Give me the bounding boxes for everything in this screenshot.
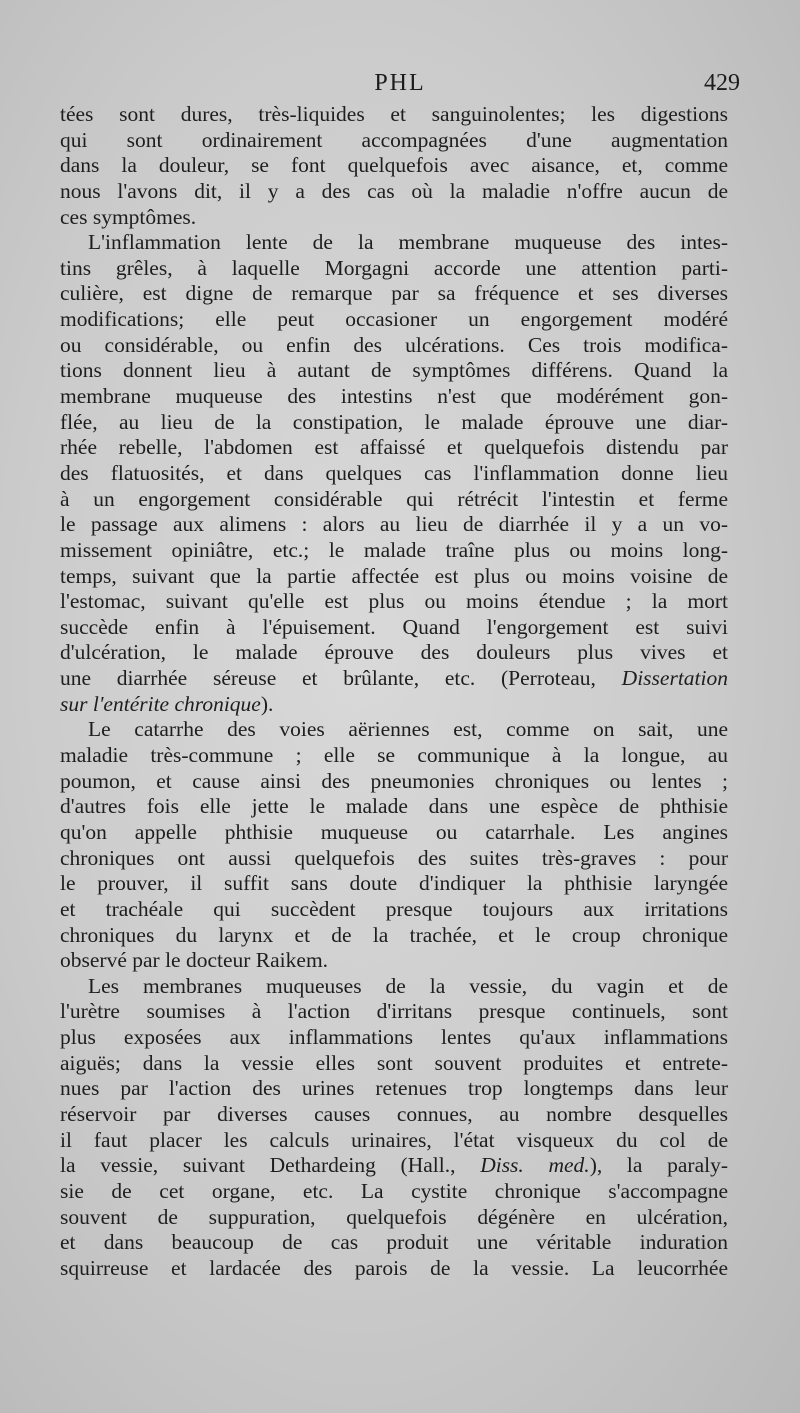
text-line <box>60 871 728 897</box>
text-run: à un engorgement considérable qui rétrécit l'intestin et ferme <box>60 486 728 511</box>
text-line <box>60 589 728 615</box>
text-run: plus exposées aux inflammations lentes qu'aux inflammations <box>60 1025 728 1050</box>
text-run: qu'on appelle phthisie muqueuse ou catarrhale. Les angines <box>60 819 728 844</box>
text-run: l'estomac, suivant qu'elle est plus ou moins étendue ; la mort <box>60 589 728 614</box>
text-run: tins grêles, à laquelle Morgagni accorde une attention parti- <box>60 255 728 280</box>
text-line <box>60 205 728 231</box>
text-run: tées sont dures, très-liquides et sanguinolentes; les digestions <box>60 102 728 126</box>
text-run: membrane muqueuse des intestins n'est que modérément gon- <box>60 384 728 409</box>
text-run: ). <box>260 691 274 716</box>
text-line <box>60 948 728 974</box>
text-line <box>60 435 728 461</box>
text-line <box>60 640 728 666</box>
text-run: nous l'avons dit, il y a des cas où la maladie n'offre aucun de <box>60 178 728 203</box>
text-run: souvent de suppuration, quelquefois dégénère en ulcération, <box>60 1204 728 1229</box>
text-run: Les membranes muqueuses de la vessie, du vagin et de <box>88 973 728 998</box>
text-line <box>60 923 728 949</box>
text-run: modifications; elle peut occasioner un engorgement modéré <box>60 307 728 332</box>
italic-citation: Dissertation <box>621 666 728 691</box>
text-run: tions donnent lieu à autant de symptômes différens. Quand la <box>60 358 728 383</box>
text-line <box>60 1179 728 1205</box>
text-line <box>60 692 728 718</box>
text-run: d'ulcération, le malade éprouve des douleurs plus vives et <box>60 640 728 665</box>
text-run: sie de cet organe, etc. La cystite chronique s'accompagne <box>60 1178 728 1203</box>
text-run: poumon, et cause ainsi des pneumonies chroniques ou lentes ; <box>60 768 728 793</box>
text-line <box>60 1051 728 1077</box>
italic-citation: Diss. med. <box>480 1153 590 1178</box>
text-run: il faut placer les calculs urinaires, l'état visqueux du col de <box>60 1127 728 1152</box>
text-run: aiguës; dans la vessie elles sont souvent produites et entrete- <box>60 1050 728 1075</box>
text-run: ces symptômes. <box>60 204 197 229</box>
text-run: Le catarrhe des voies aëriennes est, comme on sait, une <box>88 717 728 742</box>
text-run: flée, au lieu de la constipation, le malade éprouve une diar- <box>60 409 728 434</box>
text-line <box>60 307 728 333</box>
body-text <box>60 102 728 1281</box>
text-line <box>60 487 728 513</box>
text-line <box>60 1230 728 1256</box>
text-line <box>60 1076 728 1102</box>
text-line <box>60 999 728 1025</box>
text-line <box>60 1205 728 1231</box>
text-line <box>60 615 728 641</box>
page-header <box>60 70 740 106</box>
text-line <box>60 1128 728 1154</box>
text-line <box>60 974 728 1000</box>
text-run: la vessie, suivant Dethardeing (Hall., <box>60 1153 481 1178</box>
text-run: succède enfin à l'épuisement. Quand l'engorgement est suivi <box>60 614 728 639</box>
text-line <box>60 564 728 590</box>
text-line <box>60 153 728 179</box>
text-line <box>60 358 728 384</box>
text-run: temps, suivant que la partie affectée est plus ou moins voisine de <box>60 563 728 588</box>
text-run: ), la paraly- <box>589 1153 728 1178</box>
text-line <box>60 743 728 769</box>
text-line <box>60 461 728 487</box>
text-line <box>60 538 728 564</box>
text-run: une diarrhée séreuse et brûlante, etc. (Perroteau, <box>60 666 622 691</box>
text-line <box>60 820 728 846</box>
text-run: le prouver, il suffit sans doute d'indiquer la phthisie laryngée <box>60 871 728 896</box>
text-run: culière, est digne de remarque par sa fréquence et ses diverses <box>60 281 728 306</box>
running-head: PHL <box>374 70 426 96</box>
text-line <box>60 230 728 256</box>
text-run: chroniques du larynx et de la trachée, et le croup chronique <box>60 922 728 947</box>
text-line <box>60 717 728 743</box>
text-line <box>60 256 728 282</box>
text-line <box>60 102 728 128</box>
text-line <box>60 1102 728 1128</box>
text-line <box>60 1025 728 1051</box>
text-line <box>60 794 728 820</box>
text-line <box>60 410 728 436</box>
text-line <box>60 846 728 872</box>
text-run: le passage aux alimens : alors au lieu de diarrhée il y a un vo- <box>60 512 728 537</box>
text-line <box>60 333 728 359</box>
italic-citation: sur l'entérite chronique <box>60 691 261 716</box>
text-line <box>60 769 728 795</box>
text-run: rhée rebelle, l'abdomen est affaissé et quelquefois distendu par <box>60 435 728 460</box>
text-line <box>60 128 728 154</box>
text-line <box>60 897 728 923</box>
text-line <box>60 666 728 692</box>
text-run: et trachéale qui succèdent presque toujours aux irritations <box>60 896 728 921</box>
text-run: chroniques ont aussi quelquefois des suites très-graves : pour <box>60 845 728 870</box>
text-run: l'urètre soumises à l'action d'irritans presque continuels, sont <box>60 999 728 1024</box>
text-run: missement opiniâtre, etc.; le malade traîne plus ou moins long- <box>60 537 728 562</box>
text-run: L'inflammation lente de la membrane muqueuse des intes- <box>88 230 728 255</box>
text-line <box>60 1153 728 1179</box>
text-run: dans la douleur, se font quelquefois avec aisance, et, comme <box>60 153 728 178</box>
text-run: maladie très-commune ; elle se communique à la longue, au <box>60 743 728 768</box>
text-line <box>60 1256 728 1282</box>
text-run: ou considérable, ou enfin des ulcérations. Ces trois modifica- <box>60 332 728 357</box>
text-run: réservoir par diverses causes connues, au nombre desquelles <box>60 1101 728 1126</box>
text-run: observé par le docteur Raikem. <box>60 948 329 973</box>
text-run: des flatuosités, et dans quelques cas l'inflammation donne lieu <box>60 460 728 485</box>
text-run: d'autres fois elle jette le malade dans une espèce de phthisie <box>60 794 728 819</box>
text-line <box>60 281 728 307</box>
text-line <box>60 384 728 410</box>
text-line <box>60 512 728 538</box>
text-line <box>60 179 728 205</box>
text-run: squirreuse et lardacée des parois de la vessie. La leucorrhée <box>60 1255 728 1280</box>
text-run: nues par l'action des urines retenues trop longtemps dans leur <box>60 1076 728 1101</box>
text-run: et dans beaucoup de cas produit une véritable induration <box>60 1230 728 1255</box>
page-number: 429 <box>704 70 740 96</box>
text-run: qui sont ordinairement accompagnées d'une augmentation <box>60 127 728 152</box>
